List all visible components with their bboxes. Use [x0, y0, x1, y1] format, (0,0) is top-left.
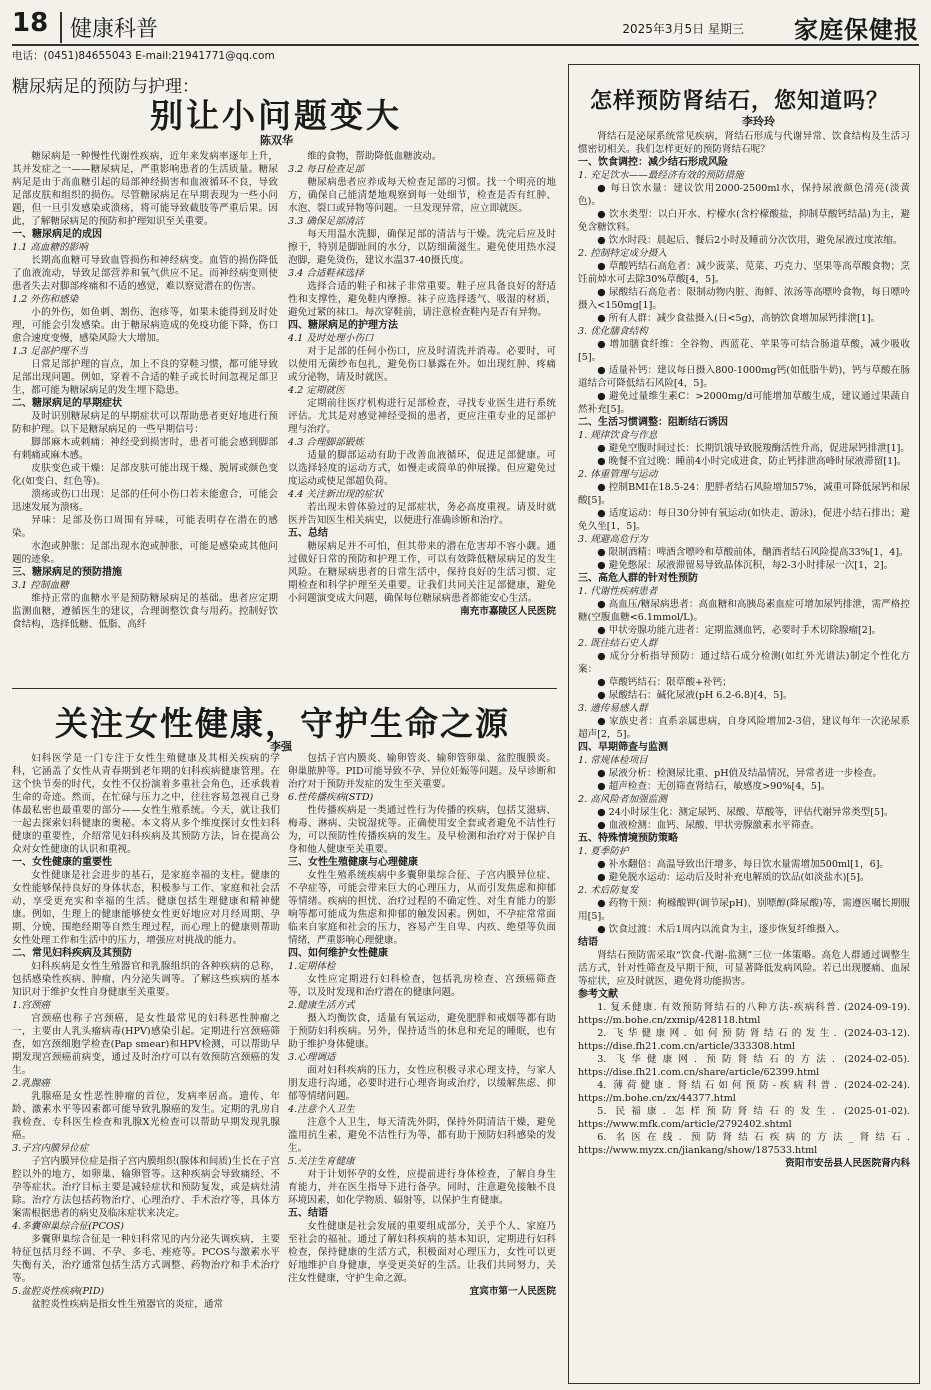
section-heading: 3.子宫内膜异位症: [12, 1143, 89, 1154]
paragraph: 女性健康是社会进步的基石，是家庭幸福的支柱。健康的女性能够保持良好的身体状态，积极参与工作、家庭和社会活动，享受更充实和幸福的生活。健康包括生理健康和精神健康。例如，生理上的健康能够使女性更好地应对月经周期、孕期、分娩、围绝经期等自然生理过程，而心理上的健康则帮助女性处理工作和生活中的压力，增强应对挑战的能力。: [12, 870, 280, 946]
paragraph: ● 饮水类型：以白开水、柠檬水(含柠檬酸盐，抑制草酸钙结晶)为主，避免含糖饮料。: [578, 209, 910, 233]
page-number: 18: [12, 8, 49, 38]
section-heading: 1.宫颈癌: [12, 1000, 50, 1011]
article3-body: [578, 130, 910, 1375]
section-heading: 5.关注生育健康: [288, 1156, 355, 1167]
article2-author: 李强: [270, 740, 292, 753]
paragraph: 若出现未曾体验过的足部症状，务必高度重视。请及时就医并告知医生相关病史，以便进行准确诊断和治疗。: [288, 502, 556, 526]
paragraph: 及时识别糖尿病足的早期症状可以帮助患者更好地进行预防和护理。以下是糖尿病足的一些早期信号：: [12, 411, 278, 435]
contact-info: 电话：(0451)84655043 E-mail:21941771@qq.com: [12, 50, 275, 62]
section-heading: 1. 规律饮食与作息: [578, 430, 658, 441]
paragraph: 女性应定期进行妇科检查，包括乳房检查、宫颈癌筛查等，以及时发现和治疗潜在的健康问题。: [288, 974, 556, 998]
paragraph: 糖尿病是一种慢性代谢性疾病，近年来发病率逐年上升，其并发症之一——糖尿病足，严重影响患者的生活质量。糖尿病足是由于高血糖引起的局部神经损害和血液循环不良，导致足部皮肤和组织的损伤。尽管糖尿病足在早期表现为一些小问题，但一旦引发感染或溃疡，将可能导致截肢等严重后果。因此，了解糖尿病足的预防和护理知识至关重要。: [12, 151, 278, 227]
section-heading: 1.3 足部护理不当: [12, 346, 88, 357]
section-heading: 二、糖尿病足的早期症状: [12, 398, 122, 409]
section-heading: 1. 常规体检项目: [578, 755, 648, 766]
paragraph: ● 饮食过渡：术后1周内以流食为主，逐步恢复纤维摄入。: [597, 924, 845, 935]
paragraph: 2. 飞华健康网. 如何预防肾结石的发生. (2024-03-12). https://dise.fh21.com.cn/article/333308.html: [578, 1028, 910, 1052]
paragraph: 水泡或肿胀：足部出现水泡或肿胀，可能是感染或其他问题的迹象。: [12, 541, 278, 565]
article2-title: 关注女性健康，守护生命之源: [55, 704, 510, 743]
issue-date: 2025年3月5日 星期三: [622, 22, 744, 36]
paragraph: 子宫内膜异位症是指子宫内膜组织(腺体和间质)生长在子宫腔以外的地方，如卵巢、输卵管等。这种疾病会导致痛经、不孕等症状。治疗目标主要是减轻症状和预防复发，或是病灶清除。治疗方法包括药物治疗、心理治疗、手术治疗等，具体方案需根据患者的病史及临床症状来决定。: [12, 1156, 280, 1219]
paragraph: 日常足部护理的盲点，加上不良的穿鞋习惯，都可能导致足部出现问题。例如，穿着不合适的鞋子或长时间忽视足部卫生，都可能为糖尿病足的发生埋下隐患。: [12, 359, 278, 396]
paragraph: 宫颈癌也称子宫颈癌，是女性最常见的妇科恶性肿瘤之一，主要由人乳头瘤病毒(HPV)感染引起。定期进行宫颈癌筛查，如宫颈细胞学检查(Pap smear)和HPV检测，可以帮助早期发现宫颈癌前病变，通过及时治疗可以有效预防宫颈癌的发生。: [12, 1013, 280, 1076]
section-heading: 1.定期体检: [288, 961, 336, 972]
paragraph: 糖尿病患者应养成每天检查足部的习惯。找一个明亮的地方，确保自己能清楚地观察到每一处细节，检查是否有红肿、水泡、裂口或异物等问题。一旦发现异常，应立即就医。: [288, 177, 556, 214]
paragraph: 糖尿病足并不可怕，但其带来的潜在危害却不容小觑。通过做好日常的预防和护理工作，可以有效降低糖尿病足的发生风险。在糖尿病患者的日常生活中，保持良好的生活习惯、定期检查和科学护理至关重要。让我们共同关注足部健康，避免小问题演变成大问题，确保每位糖尿病患者都能安心生活。: [288, 541, 556, 604]
section-heading: 五、结语: [288, 1208, 328, 1219]
paragraph: ● 每日饮水量：建议饮用2000-2500ml水，保持尿液颜色清亮(淡黄色)。: [578, 183, 910, 207]
byline-hospital: 宜宾市第一人民医院: [469, 1286, 556, 1297]
section-heading: 1. 代谢性疾病患者: [578, 586, 658, 597]
paragraph: ● 24小时尿生化：测定尿钙、尿酸、草酸等，评估代谢异常类型[5]。: [597, 807, 894, 818]
paragraph: 5. 民福康. 怎样预防肾结石的发生. (2025-01-02). https://www.mfk.com/article/2792402.shtml: [578, 1106, 910, 1130]
section-heading: 2. 高风险者加强监测: [578, 794, 667, 805]
paragraph: 3. 飞华健康网. 预防肾结石的方法. (2024-02-05). https://dise.fh21.com.cn/share/article/62399.html: [578, 1054, 910, 1078]
paragraph: 女性健康是社会发展的重要组成部分，关乎个人、家庭乃至社会的福祉。通过了解妇科疾病的基本知识，定期进行妇科检查，保持健康的生活方式，积极面对心理压力，女性可以更好地维护自身健康，享受更美好的生活。让我们共同努力，关注女性健康，守护生命之源。: [288, 1221, 556, 1284]
section-heading: 3.3 确保足部清洁: [288, 216, 364, 227]
article2-column-1: [12, 752, 280, 1382]
paragraph: ● 晚餐不宜过晚：睡前4小时完成进食，防止钙排泄高峰时尿液滞留[1]。: [597, 456, 907, 467]
paragraph: ● 避免过量维生素C：>2000mg/d可能增加草酸生成，建议通过果蔬自然补充[5]。: [578, 391, 910, 415]
paragraph: 肾结石是泌尿系统常见疾病，肾结石形成与代谢异常、饮食结构及生活习惯密切相关。我们怎样更好的预防肾结石呢？: [578, 131, 910, 155]
paragraph: ● 家族史者：直系亲属患病，自身风险增加2-3倍，建议每年一次泌尿系超声[2，5]。: [578, 716, 910, 740]
section-heading: 3. 优化膳食结构: [578, 326, 648, 337]
section-heading: 四、糖尿病足的护理方法: [288, 320, 398, 331]
paragraph: ● 草酸钙结石：限草酸+补钙；: [597, 677, 732, 688]
section-heading: 二、常见妇科疾病及其预防: [12, 948, 132, 959]
paragraph: ● 饮水时段：晨起后、餐后2小时及睡前分次饮用，避免尿液过度浓缩。: [597, 235, 903, 246]
paragraph: 定期前往医疗机构进行足部检查，寻找专业医生进行系统评估。尤其是对感觉神经受损的患者，更应注重专业的足部护理与治疗。: [288, 398, 556, 435]
paragraph: 皮肤变色或干燥：足部皮肤可能出现干燥、脱屑或颜色变化(如变白、红色等)。: [12, 463, 278, 487]
paragraph: ● 避免憋尿：尿液滞留易导致晶体沉积，每2-3小时排尿一次[1，2]。: [597, 560, 894, 571]
paragraph: 6. 名医在线. 预防肾结石疾病的方法_肾结石. https://www.myzx.cn/jiankang/show/187533.html: [578, 1132, 910, 1156]
paragraph: 包括子宫内膜炎、输卵管炎、输卵管卵巢、盆腔腹膜炎。卵巢脓肿等。PID可能导致不孕、异位妊娠等问题。及早诊断和治疗对于预防并发症的发生至关重要。: [288, 753, 556, 790]
section-heading: 三、女性生殖健康与心理健康: [288, 857, 418, 868]
article2-column-2: [288, 752, 556, 1382]
paragraph: ● 草酸钙结石高危者：减少菠菜、苋菜、巧克力、坚果等高草酸食物；烹饪前焯水可去除30%草酸[4，5]。: [578, 261, 910, 285]
paragraph: 乳腺癌是女性恶性肿瘤的首位，发病率居高。遗传、年龄、激素水平等因素都可能导致乳腺癌的发生。定期的乳房自我检查、专科医生检查和乳腺X光检查可以帮助早期发现乳腺癌。: [12, 1091, 280, 1141]
section-heading: 三、糖尿病足的预防措施: [12, 567, 122, 578]
section-heading: 2. 控制特定成分摄入: [578, 248, 667, 259]
paragraph: ● 适量补钙：建议每日摄入800-1000mg钙(如低脂牛奶)，钙与草酸在肠道结合可降低结石风险[4，5]。: [578, 365, 910, 389]
article3-author: 李玲玲: [742, 115, 775, 128]
article1-author: 陈双华: [260, 134, 293, 147]
paragraph: ● 高血压/糖尿病患者：高血糖和高胰岛素血症可增加尿钙排泄，需严格控糖(空腹血糖<6.1mmol/L)。: [578, 599, 910, 623]
paragraph: ● 尿液分析：检测尿比重、pH值及结晶情况，异常者进一步检查。: [597, 768, 883, 779]
paragraph: 脚部麻木或刺痛：神经受到损害时，患者可能会感到脚部有刺痛或麻木感。: [12, 437, 278, 461]
section-heading: 1.1 高血糖的影响: [12, 242, 88, 253]
paragraph: 摄入均衡饮食，适量有氧运动，避免肥胖和戒烟等都有助于预防妇科疾病。另外，保持适当的休息和充足的睡眠，也有助于维护身体健康。: [288, 1013, 556, 1050]
paragraph: ● 甲状旁腺功能亢进者：定期监测血钙，必要时手术切除腺瘤[2]。: [597, 625, 882, 636]
section-heading: 5.盆腔炎性疾病(PID): [12, 1286, 105, 1297]
paragraph: ● 所有人群：减少食盐摄入(日<5g)，高钠饮食增加尿钙排泄[1]。: [597, 313, 881, 324]
paragraph: 面对妇科疾病的压力，女性应积极寻求心理支持，与家人朋友进行沟通，必要时进行心理咨询或治疗，以缓解焦虑、抑郁等情绪问题。: [288, 1065, 556, 1102]
paragraph: ● 成分分析指导预防：通过结石成分检测(如红外光谱法)制定个性化方案：: [578, 651, 910, 675]
paragraph: 异味：足部及伤口周围有异味，可能表明存在潜在的感染。: [12, 515, 278, 539]
paragraph: 肾结石预防需采取“饮食-代谢-监测”三位一体策略。高危人群通过调整生活方式，针对性筛查及早期干预，可显著降低发病风险。若已出现腰痛、血尿等症状，应及时就医，避免肾功能损害。: [578, 950, 910, 987]
paper-name: 家庭保健报: [794, 15, 919, 44]
paragraph: 1. 复禾健康. 有效预防肾结石的八种方法-疾病科普. (2024-09-19). https://m.bohe.cn/zxmip/428118.html: [578, 1002, 910, 1026]
paragraph: 盆腔炎性疾病是指女性生殖器官的炎症，通常: [31, 1299, 224, 1310]
section-heading: 4.2 定期就医: [288, 385, 345, 396]
section-heading: 一、饮食调控：减少结石形成风险: [578, 157, 728, 168]
section-heading: 五、特殊情境预防策略: [578, 833, 678, 844]
paragraph: 对于计划怀孕的女性，应提前进行身体检查，了解自身生育能力，并在医生指导下进行备孕。同时，注意避免接触不良环境因素，如化学物质、辐射等，以保护生育健康。: [288, 1169, 556, 1206]
paragraph: ● 控制BMI在18.5-24：肥胖者结石风险增加57%，减重可降低尿钙和尿酸[5]。: [578, 482, 910, 506]
masthead: [12, 8, 919, 46]
paragraph: 妇科疾病是女性生殖器官和乳腺组织的各种疾病的总称，包括感染性疾病、肿瘤、内分泌失调等。了解这些疾病的基本知识对于维护女性自身健康至关重要。: [12, 961, 280, 998]
paragraph: ● 尿酸结石高危者：限制动物内脏、海鲜、浓汤等高嘌呤食物，每日嘌呤摄入<150mg[1]。: [578, 287, 910, 311]
article1-column-1: [12, 150, 278, 680]
paragraph: ● 适度运动：每日30分钟有氧运动(如快走、游泳)，促进小结石排出；避免久坐[1，5]。: [578, 508, 910, 532]
section-heading: 四、早期筛查与监测: [578, 742, 668, 753]
section-heading: 参考文献: [578, 989, 618, 1000]
paragraph: 维的食物，帮助降低血糖波动。: [307, 151, 442, 162]
paragraph: ● 补水翻倍：高温导致出汗增多，每日饮水量需增加500ml[1，6]。: [597, 859, 890, 870]
paragraph: 多囊卵巢综合征是一种妇科常见的内分泌失调疾病，主要特征包括月经不调、不孕、多毛、痤疮等。PCOS与激素水平失衡有关，治疗通常包括生活方式调整、药物治疗和手术治疗等。: [12, 1234, 280, 1284]
paragraph: 每天用温水洗脚，确保足部的清洁与干燥。洗完后应及时擦干，特别是脚趾间的水分，以防细菌滋生。避免使用热水浸泡脚，避免烫伤，建议水温37-40摄氏度。: [288, 229, 556, 266]
section-heading: 1. 充足饮水——最经济有效的预防措施: [578, 170, 744, 181]
paragraph: ● 增加膳食纤维：全谷物、西蓝花、苹果等可结合肠道草酸，减少吸收[5]。: [578, 339, 910, 363]
section-heading: 三、高危人群的针对性预防: [578, 573, 698, 584]
section-heading: 3. 规避高危行为: [578, 534, 648, 545]
paragraph: ● 血液检测：血钙、尿酸、甲状旁腺激素水平筛查。: [597, 820, 820, 831]
section-heading: 2. 术后防复发: [578, 885, 639, 896]
section-heading: 1.2 外伤和感染: [12, 294, 79, 305]
paragraph: ● 避免脱水运动：运动后及时补充电解质的饮品(如淡盐水)[5]。: [597, 872, 870, 883]
section-heading: 3. 遗传易感人群: [578, 703, 648, 714]
article-divider: [12, 688, 557, 689]
section-heading: 1. 夏季防护: [578, 846, 629, 857]
section-heading: 4.3 合理脚部锻炼: [288, 437, 364, 448]
article3-title: 怎样预防肾结石，您知道吗？: [590, 88, 890, 114]
section-heading: 3.2 每日检查足部: [288, 164, 364, 175]
paragraph: 妇科医学是一门专注于女性生殖健康及其相关疾病的学科，它涵盖了女性从青春期到老年期的妇科疾病健康管理。在这个快节奏的时代，女性不仅扮演着多重社会角色，还承载着生命的奇迹。然而，在忙碌与压力之中，往往容易忽视自己身体最私密也最重要的部分——女性生殖系统。今天，就让我们一起去探索妇科健康的奥秘。本文将从多个维度探讨女性妇科健康的重要性，介绍常见妇科疾病及其预防方法，旨在提高公众对女性健康的认识和重视。: [12, 753, 280, 855]
paragraph: 注意个人卫生，每天清洗外阴，保持外阴清洁干燥，避免滥用抗生素，避免不洁性行为等，都有助于预防妇科感染的发生。: [288, 1117, 556, 1154]
paragraph: ● 限制酒精：啤酒含嘌呤和草酸前体，酗酒者结石风险提高33%[1，4]。: [597, 547, 909, 558]
paragraph: 长期高血糖可导致血管损伤和神经病变。血管的损伤降低了血液流动，导致足部营养和氧气供应不足。而神经病变则使患者失去对脚部疼痛和不适的感觉，难以察觉潜在的伤害。: [12, 255, 278, 292]
section-heading: 3.4 合适鞋袜选择: [288, 268, 364, 279]
article1-title: 别让小问题变大: [150, 96, 402, 135]
paragraph: ● 超声检查：无创筛查肾结石，敏感度>90%[4，5]。: [597, 781, 831, 792]
section-heading: 4.注意个人卫生: [288, 1104, 355, 1115]
section-heading: 四、如何维护女性健康: [288, 948, 388, 959]
section-heading: 2.健康生活方式: [288, 1000, 355, 1011]
section-heading: 4.多囊卵巢综合征(PCOS): [12, 1221, 125, 1232]
byline-hospital: 资阳市安岳县人民医院肾内科: [785, 1158, 910, 1169]
section-heading: 结语: [578, 937, 598, 948]
section-name: 健康科普: [60, 12, 158, 43]
section-heading: 6.性传播疾病(STD): [288, 792, 374, 803]
paragraph: ● 尿酸结石：碱化尿液(pH 6.2-6.8)[4，5]。: [597, 690, 793, 701]
byline-hospital: 南充市嘉陵区人民医院: [460, 606, 556, 617]
paragraph: 4. 薄荷健康. 肾结石如何预防-疾病科普. (2024-02-24). https://m.bohe.cn/zx/44377.html: [578, 1080, 910, 1104]
section-heading: 3.1 控制血糖: [12, 580, 69, 591]
section-heading: 2. 体重管理与运动: [578, 469, 658, 480]
paragraph: ● 药物干预：枸橼酸钾(调节尿pH)、别嘌醇(降尿酸)等，需遵医嘱长期服用[5]。: [578, 898, 910, 922]
paragraph: 性传播疾病是一类通过性行为传播的疾病，包括艾滋病、梅毒、淋病、尖锐湿疣等。正确使用安全套或者避免不洁性行为，可以预防性传播疾病的发生。及早检测和治疗对于保护自身和他人健康至关重要。: [288, 805, 556, 855]
section-heading: 2.乳腺癌: [12, 1078, 50, 1089]
paragraph: 溃疡或伤口出现：足部的任何小伤口若未能愈合，可能会迅速发展为溃疡。: [12, 489, 278, 513]
section-heading: 一、糖尿病足的成因: [12, 229, 102, 240]
paragraph: 适量的脚部运动有助于改善血液循环，促进足部健康。可以选择轻度的运动方式，如慢走或简单的伸展操。但应避免过度运动或使足部超负荷。: [288, 450, 556, 487]
paragraph: 对于足部的任何小伤口，应及时清洗并消毒。必要时，可以使用无菌纱布包扎，避免伤口暴露在外。如出现红肿、疼痛或分泌物，请及时就医。: [288, 346, 556, 383]
section-heading: 一、女性健康的重要性: [12, 857, 112, 868]
paragraph: 小的外伤，如鱼刺、割伤、泡疹等，如果未能得到及时处理，可能会引发感染。由于糖尿病造成的免疫功能下降，伤口愈合速度变慢，感染风险大大增加。: [12, 307, 278, 344]
paragraph: 选择合适的鞋子和袜子非常重要。鞋子应具备良好的舒适性和支撑性，避免鞋内摩擦。袜子应选择透气、吸湿的材质，避免过紧的袜口。每次穿鞋前，请注意检查鞋内是否有异物。: [288, 281, 556, 318]
paragraph: ● 避免空腹时间过长：长期饥饿导致脱羧酶活性升高，促进尿钙排泄[1]。: [597, 443, 910, 454]
section-heading: 4.1 及时处理小伤口: [288, 333, 374, 344]
section-heading: 4.4 关注新出现的症状: [288, 489, 384, 500]
section-heading: 3.心理调适: [288, 1052, 336, 1063]
article1-column-2: [288, 150, 556, 680]
section-heading: 2. 既往结石史人群: [578, 638, 658, 649]
paragraph: 维持正常的血糖水平是预防糖尿病足的基础。患者应定期监测血糖，遵循医生的建议，合理调整饮食与用药。控制好饮食结构，选择低糖、低脂、高纤: [12, 593, 278, 630]
section-heading: 二、生活习惯调整：阻断结石诱因: [578, 417, 728, 428]
article1-kicker: 糖尿病足的预防与护理：: [12, 77, 199, 97]
paragraph: 女性生殖系统疾病中多囊卵巢综合征、子宫内膜异位症、不孕症等，可能会带来巨大的心理压力，从而引发焦虑和抑郁等情绪。疾病的担忧、治疗过程的不确定性、对生育能力的影响等都可能成为焦虑和抑郁的触发因素。例如，不孕症常常面临来自家庭和社会的压力，容易产生自卑、内疚、绝望等负面情绪，严重影响心理健康。: [288, 870, 556, 946]
section-heading: 五、总结: [288, 528, 328, 539]
